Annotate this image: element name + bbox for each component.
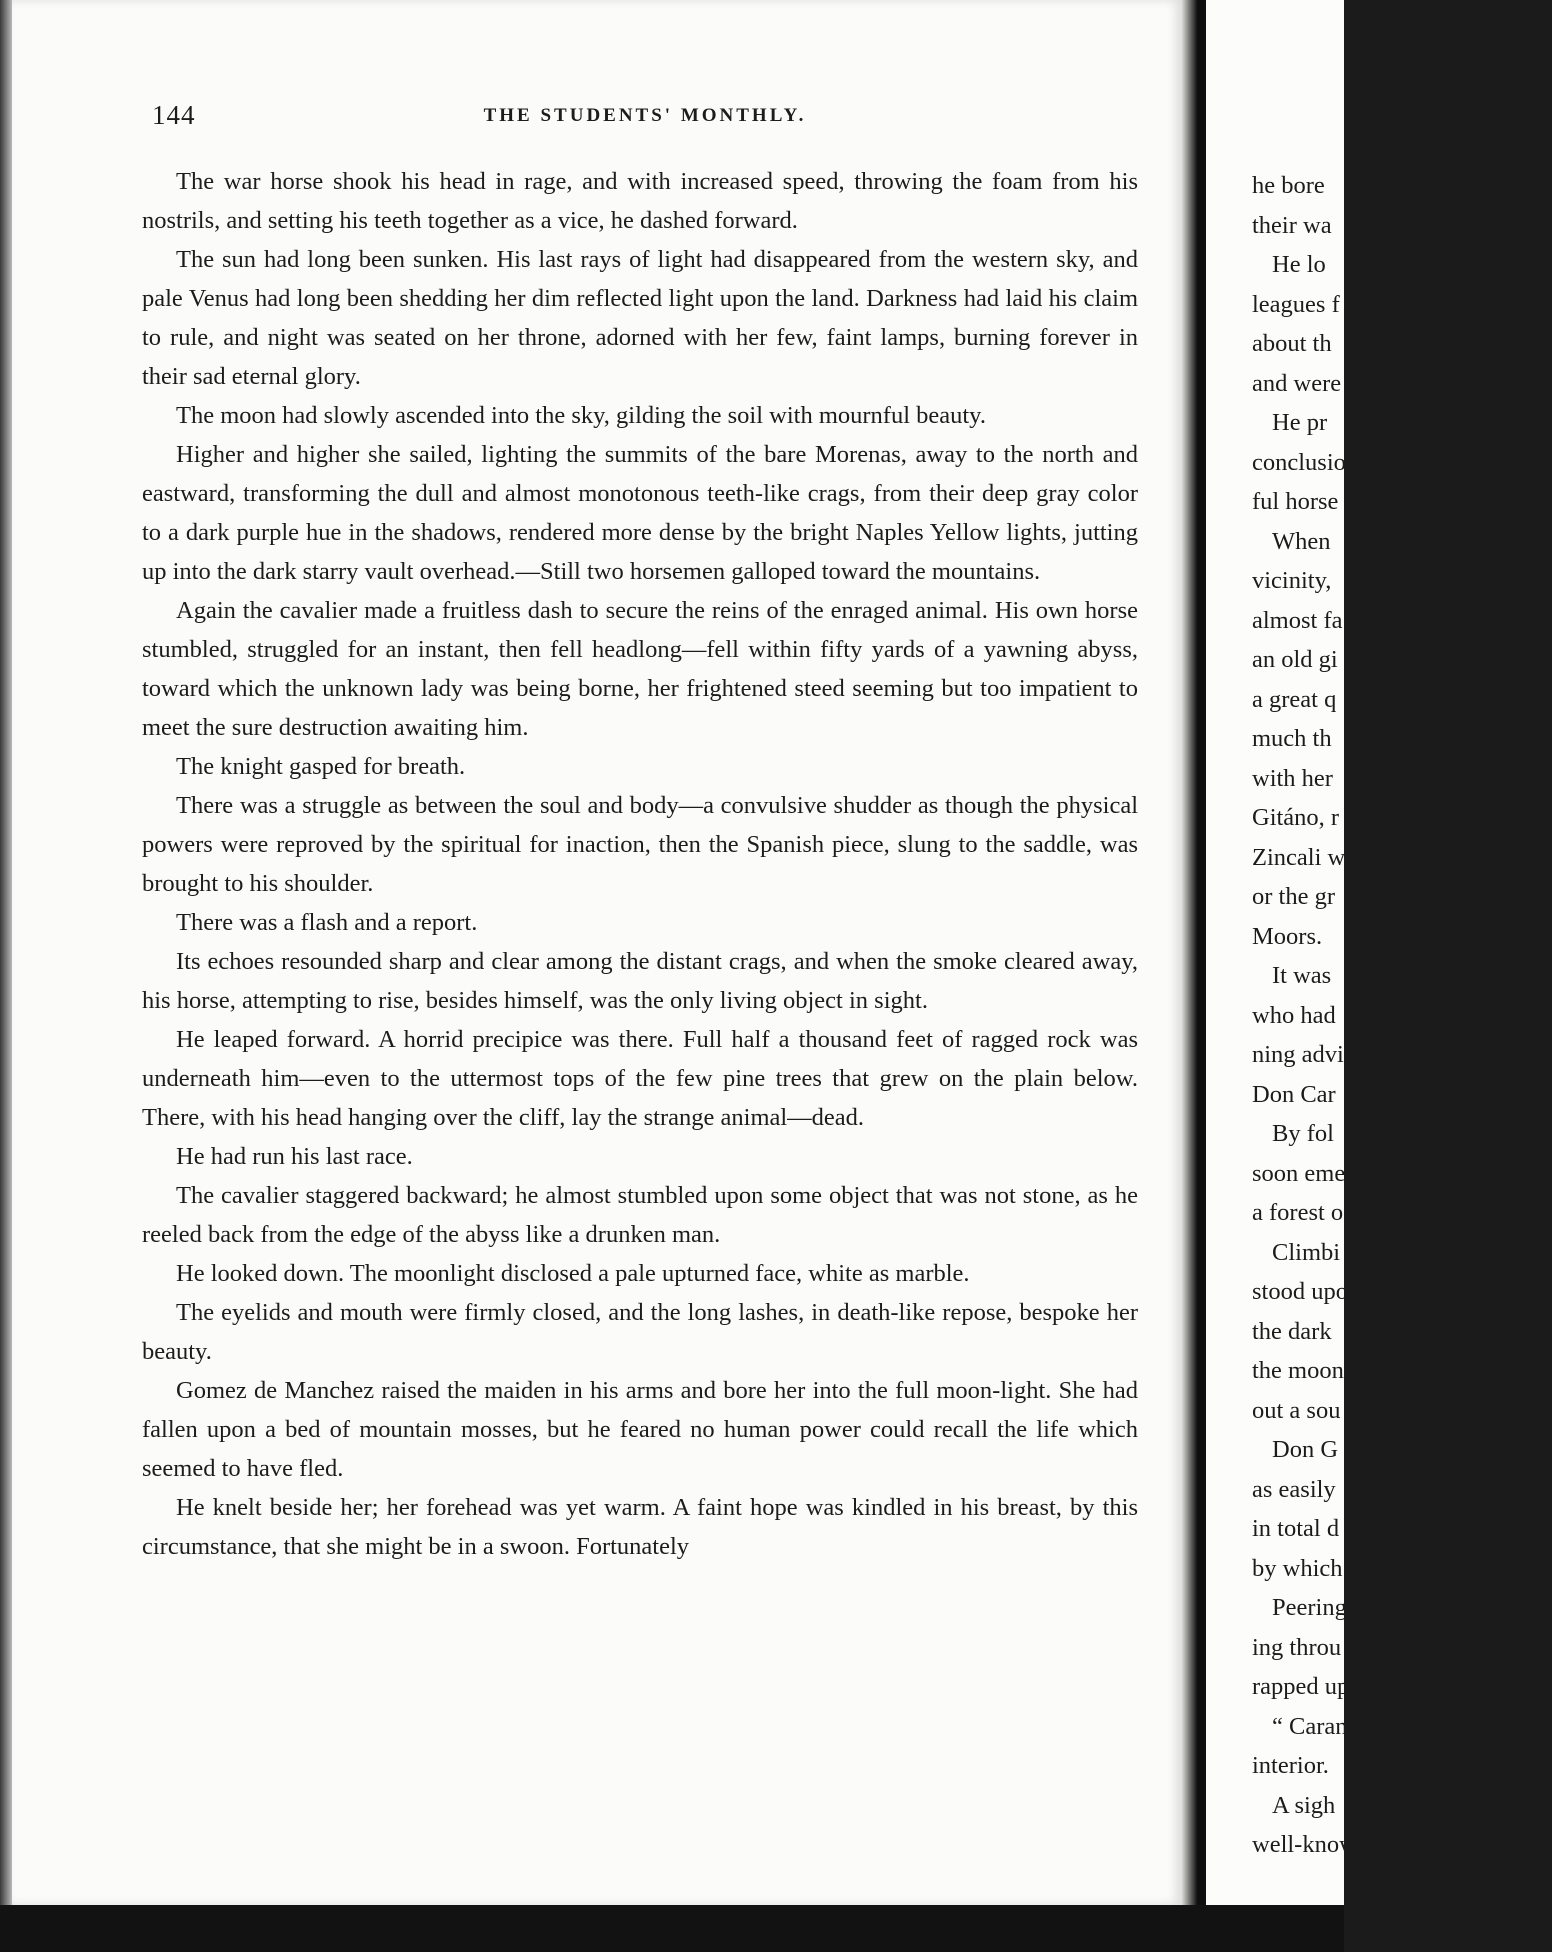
facing-page-line: It was xyxy=(1272,962,1332,989)
facing-page-line: their wa xyxy=(1252,211,1332,239)
facing-page-line: Moors. xyxy=(1252,922,1323,950)
facing-page-line: rapped up xyxy=(1252,1673,1350,1700)
facing-page-line: vicinity, xyxy=(1252,567,1332,594)
paragraph: Again the cavalier made a fruitless dash to secure the reins of the enraged animal. His own horse stumbled, struggled for an instant, then fell headlong—fell within fifty yards of a yawning abyss, toward which the unknown lady was being borne, her frightened steed seeming but too impatient to meet the sure destruction awaiting him. xyxy=(142,597,1138,741)
facing-page-line: He lo xyxy=(1272,251,1326,278)
facing-page-line: He pr xyxy=(1272,409,1328,436)
facing-page-line: and were xyxy=(1252,369,1342,397)
paragraph: He knelt beside her; her forehead was yet warm. A faint hope was kindled in his breast, by this circumstance, that she might be in a swoon. Fortunately xyxy=(142,1494,1138,1560)
scanner-bottom-edge xyxy=(0,1905,1344,1952)
paragraph: The knight gasped for breath. xyxy=(176,753,466,780)
facing-page xyxy=(1206,0,1357,1905)
facing-page-line: with her xyxy=(1252,764,1333,792)
facing-page-line: ing throu xyxy=(1252,1633,1342,1661)
body-text xyxy=(142,162,1138,1566)
paragraph: The moon had slowly ascended into the sky, gilding the soil with mournful beauty. xyxy=(176,402,986,429)
paragraph: The sun had long been sunken. His last rays of light had disappeared from the western sky, and pale Venus had long been shedding her dim reflected light upon the land. Darkness had laid his claim to rule, and night was seated on her throne, adorned with her few, faint lamps, burning forever in their sad eternal glory. xyxy=(142,246,1138,390)
paragraph: Higher and higher she sailed, lighting the summits of the bare Morenas, away to the north and eastward, transforming the dull and almost monotonous teeth-like crags, from their deep gray color to a dark purple hue in the shadows, rendered more dense by the bright Naples Yellow lights, jutting up into the dark starry vault overhead.—Still two horsemen galloped toward the mountains. xyxy=(142,441,1138,585)
facing-page-line: he bore xyxy=(1252,172,1325,199)
facing-page-text xyxy=(1252,166,1552,1865)
facing-page-line: conclusio xyxy=(1252,448,1346,476)
facing-page-line: by which xyxy=(1252,1554,1343,1582)
paragraph: The cavalier staggered backward; he almost stumbled upon some object that was not stone, as he reeled back from the edge of the abyss like a drunken man. xyxy=(142,1182,1138,1248)
facing-page-line: interior. xyxy=(1252,1752,1329,1779)
paragraph: He looked down. The moonlight disclosed a pale upturned face, white as marble. xyxy=(176,1260,970,1287)
facing-page-line: out a sou xyxy=(1252,1396,1341,1424)
paragraph: He had run his last race. xyxy=(176,1143,413,1170)
paragraph: Gomez de Manchez raised the maiden in his arms and bore her into the full moon-light. She had fallen upon a bed of mountain mosses, but he feared no human power could recall the life which seemed to have fled. xyxy=(142,1377,1138,1482)
paragraph: There was a struggle as between the soul and body—a convulsive shudder as though the physical powers were reproved by the spiritual for inaction, then the Spanish piece, slung to the saddle, was brought to his shoulder. xyxy=(142,792,1138,897)
facing-page-line: soon eme xyxy=(1252,1159,1346,1187)
facing-page-line: much th xyxy=(1252,725,1332,752)
paragraph: He leaped forward. A horrid precipice was there. Full half a thousand feet of ragged rock was underneath him—even to the uttermost tops of the few pine trees that grew on the plain below. There, with his head hanging over the cliff, lay the strange animal—dead. xyxy=(142,1026,1138,1131)
facing-page-line: the dark xyxy=(1252,1317,1332,1345)
facing-page-line: Zincali w xyxy=(1252,843,1346,871)
facing-page-line: Gitáno, r xyxy=(1252,804,1340,831)
facing-page-line: or the gr xyxy=(1252,883,1335,910)
facing-page-line: A sigh xyxy=(1272,1791,1336,1819)
paragraph: Its echoes resounded sharp and clear among the distant crags, and when the smoke cleared away, his horse, attempting to rise, besides himself, was the only living object in sight. xyxy=(142,948,1138,1014)
paragraph: The eyelids and mouth were firmly closed, and the long lashes, in death-like repose, bespoke her beauty. xyxy=(142,1299,1138,1365)
facing-page-line: ning advi xyxy=(1252,1041,1344,1068)
facing-page-line: who had xyxy=(1252,1001,1336,1029)
facing-page-line: well-know xyxy=(1252,1831,1357,1858)
facing-page-line: a forest o xyxy=(1252,1199,1344,1226)
facing-page-line: By fol xyxy=(1272,1120,1334,1147)
facing-page-line: Don Car xyxy=(1252,1080,1336,1108)
facing-page-line: When xyxy=(1272,527,1331,555)
facing-page-line: in total d xyxy=(1252,1515,1340,1542)
paragraph: There was a flash and a report. xyxy=(176,909,478,936)
running-head: THE STUDENTS' MONTHLY. xyxy=(483,105,807,126)
facing-page-line: an old gi xyxy=(1252,646,1338,673)
facing-page-line: Peering xyxy=(1272,1594,1347,1621)
facing-page-line: “ Caran xyxy=(1272,1712,1348,1740)
facing-page-line: almost fa xyxy=(1252,606,1343,634)
page-number: 144 xyxy=(152,100,196,130)
facing-page-line: Don G xyxy=(1272,1436,1339,1463)
facing-page-line: the moon xyxy=(1252,1357,1344,1384)
facing-page-line: a great q xyxy=(1252,685,1337,713)
facing-page-line: Climbi xyxy=(1272,1238,1341,1266)
page-header xyxy=(152,100,1138,140)
facing-page-line: leagues f xyxy=(1252,290,1340,318)
facing-page-line: about th xyxy=(1252,330,1332,357)
left-page xyxy=(12,0,1182,1905)
paragraph: The war horse shook his head in rage, and with increased speed, throwing the foam from his nostrils, and setting his teeth together as a vice, he dashed forward. xyxy=(142,168,1138,234)
facing-page-line: stood upo xyxy=(1252,1278,1348,1305)
facing-page-line: as easily xyxy=(1252,1475,1336,1503)
facing-page-line: ful horse xyxy=(1252,488,1339,515)
